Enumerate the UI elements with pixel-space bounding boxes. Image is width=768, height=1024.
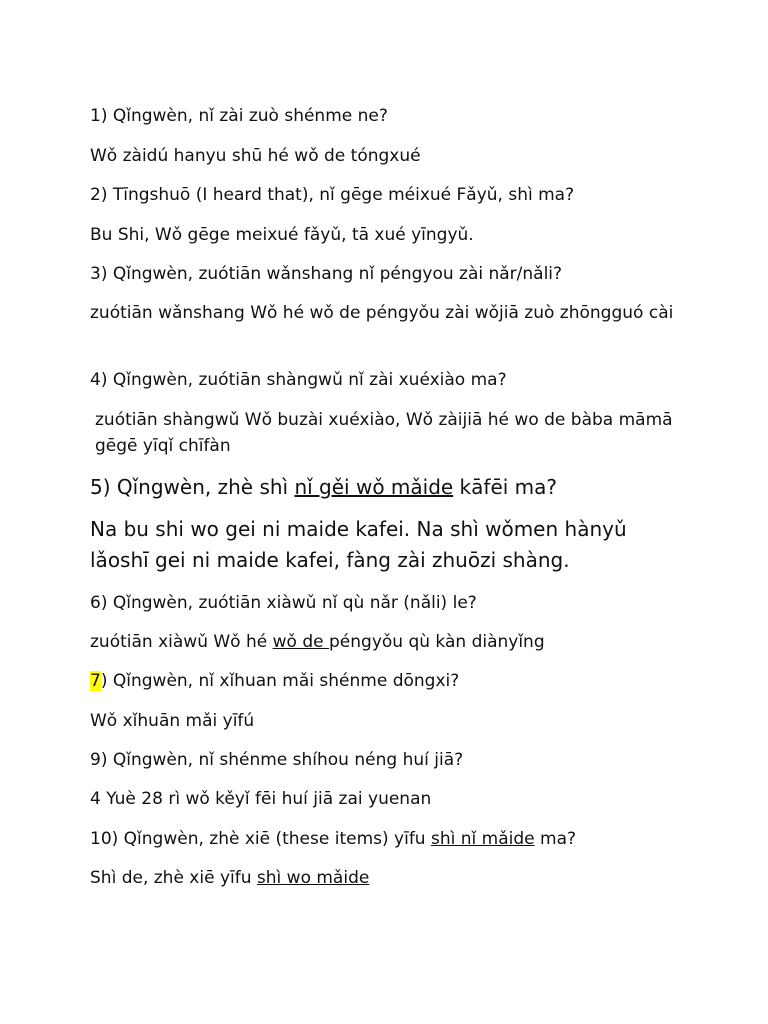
- answer-4-text: zuótiān shàngwǔ Wǒ buzài xuéxiào, Wǒ zàijiā hé wo de bàba māmā gēgē yīqǐ chīfàn: [95, 410, 673, 456]
- answer-3: [90, 300, 690, 326]
- answer-1: [90, 143, 690, 169]
- answer-4: [90, 407, 695, 459]
- question-1: [90, 103, 690, 129]
- answer-6-text-end: péngyǒu qù kàn diànyǐng: [329, 632, 545, 652]
- question-3-text: 3) Qǐngwèn, zuótiān wǎnshang nǐ péngyou zài nǎr/nǎli?: [90, 264, 563, 284]
- answer-6: [90, 629, 690, 655]
- question-10-underlined: shì nǐ mǎide: [431, 829, 535, 849]
- question-7-number-highlight: 7: [90, 671, 101, 691]
- answer-10-underlined: shì wo mǎide: [256, 868, 370, 888]
- question-10: [90, 826, 690, 852]
- answer-9: [90, 786, 690, 812]
- question-9: [90, 747, 690, 773]
- question-5-underlined: nǐ gěi wǒ mǎide: [294, 475, 454, 499]
- question-1-text: 1) Qǐngwèn, nǐ zài zuò shénme ne?: [90, 106, 388, 126]
- answer-10-text: Shì de, zhè xiē yīfu: [90, 868, 257, 888]
- answer-7: [90, 708, 690, 734]
- question-7: [90, 668, 690, 694]
- answer-5: [90, 514, 690, 576]
- answer-7-text: Wǒ xǐhuān mǎi yīfú: [90, 711, 255, 731]
- answer-1-text: Wǒ zàidú hanyu shū hé wǒ de tóngxué: [90, 146, 421, 166]
- answer-2-text: Bu Shi, Wǒ gēge meixué fǎyǔ, tā xué yīngyǔ.: [90, 225, 474, 245]
- question-4: [90, 367, 690, 393]
- question-3: [90, 261, 690, 287]
- answer-6-underlined: wǒ de: [272, 632, 329, 652]
- question-5-text-end: kāfēi ma?: [453, 475, 558, 499]
- question-5-text: 5) Qǐngwèn, zhè shì: [90, 475, 295, 499]
- answer-10: [90, 865, 690, 891]
- question-5: [90, 472, 690, 503]
- answer-3-text: zuótiān wǎnshang Wǒ hé wǒ de péngyǒu zài wǒjiā zuò zhōngguó cài: [90, 303, 674, 323]
- question-10-text: 10) Qǐngwèn, zhè xiē (these items) yīfu: [90, 829, 431, 849]
- question-6-text: 6) Qǐngwèn, zuótiān xiàwǔ nǐ qù nǎr (nǎli) le?: [90, 593, 477, 613]
- answer-6-text: zuótiān xiàwǔ Wǒ hé: [90, 632, 273, 652]
- question-4-text: 4) Qǐngwèn, zuótiān shàngwǔ nǐ zài xuéxiào ma?: [90, 370, 507, 390]
- question-6: [90, 590, 690, 616]
- answer-9-text: 4 Yuè 28 rì wǒ kěyǐ fēi huí jiā zai yuenan: [90, 789, 432, 809]
- question-9-text: 9) Qǐngwèn, nǐ shénme shíhou néng huí jiā?: [90, 750, 464, 770]
- answer-5-text: Na bu shi wo gei ni maide kafei. Na shì wǒmen hànyǔ lǎoshī gei ni maide kafei, fàng zài zhuōzi shàng.: [90, 517, 627, 572]
- question-2-text: 2) Tīngshuō (I heard that), nǐ gēge méixué Fǎyǔ, shì ma?: [90, 185, 575, 205]
- question-2: [90, 182, 690, 208]
- answer-2: [90, 222, 690, 248]
- question-10-text-end: ma?: [534, 829, 577, 849]
- question-7-text: ) Qǐngwèn, nǐ xǐhuan mǎi shénme dōngxi?: [100, 671, 460, 691]
